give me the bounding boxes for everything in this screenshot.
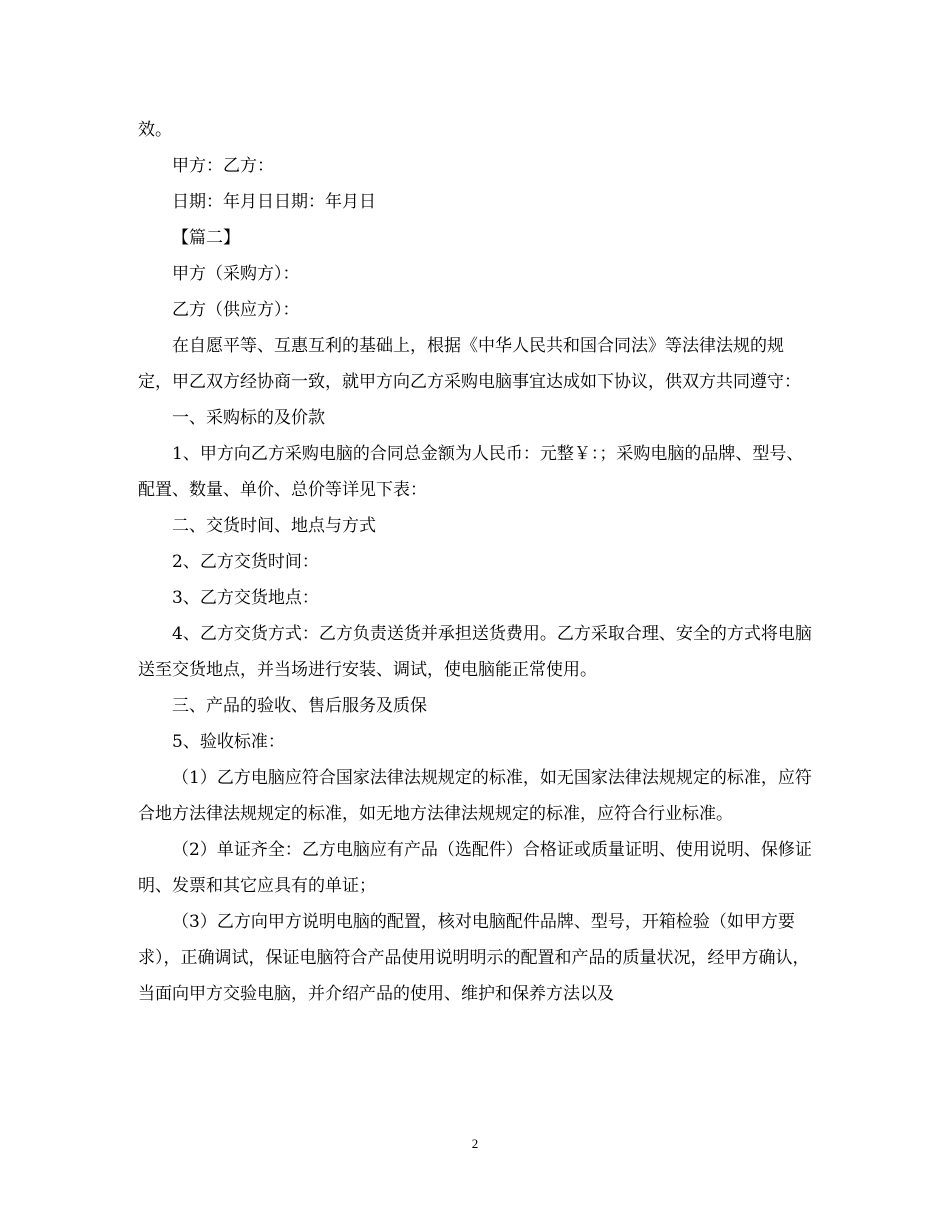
paragraph: （2）单证齐全：乙方电脑应有产品（选配件）合格证或质量证明、使用说明、保修证明、发票和其它应具有的单证； xyxy=(138,840,812,896)
section-heading: 【篇二】 xyxy=(172,228,240,248)
document-body xyxy=(138,112,813,1012)
paragraph: 3、乙方交货地点： xyxy=(172,588,319,608)
paragraph: （3）乙方向甲方说明电脑的配置，核对电脑配件品牌、型号，开箱检验（如甲方要求），正确调试，保证电脑符合产品使用说明明示的配置和产品的质量状况，经甲方确认，当面向甲方交验电脑，并介绍产品的使用、维护和保养方法以及 xyxy=(138,912,810,1004)
section-heading: 三、产品的验收、售后服务及质保 xyxy=(172,696,427,716)
paragraph: 4、乙方交货方式：乙方负责送货并承担送货费用。乙方采取合理、安全的方式将电脑送至交货地点，并当场进行安装、调试，使电脑能正常使用。 xyxy=(138,624,812,680)
paragraph: 甲方：乙方： xyxy=(172,156,274,176)
paragraph: 在自愿平等、互惠互利的基础上，根据《中华人民共和国合同法》等法律法规的规定，甲乙双方经协商一致，就甲方向乙方采购电脑事宜达成如下协议，供双方共同遵守： xyxy=(138,336,801,392)
paragraph: 1、甲方向乙方采购电脑的合同总金额为人民币：元整￥：；采购电脑的品牌、型号、配置、数量、单价、总价等详见下表： xyxy=(138,444,804,500)
paragraph: 甲方（采购方）： xyxy=(172,264,300,284)
paragraph: 5、验收标准： xyxy=(172,732,285,752)
section-heading: 二、交货时间、地点与方式 xyxy=(172,516,376,536)
paragraph: 乙方（供应方）： xyxy=(172,300,300,320)
page-number: 2 xyxy=(471,1136,479,1151)
section-heading: 一、采购标的及价款 xyxy=(172,408,325,428)
paragraph: 2、乙方交货时间： xyxy=(172,552,319,572)
paragraph: 效。 xyxy=(138,120,172,140)
paragraph: （1）乙方电脑应符合国家法律法规规定的标准，如无国家法律法规规定的标准，应符合地方法律法规规定的标准，如无地方法律法规规定的标准，应符合行业标准。 xyxy=(138,768,812,824)
paragraph: 日期：年月日日期：年月日 xyxy=(172,192,376,212)
